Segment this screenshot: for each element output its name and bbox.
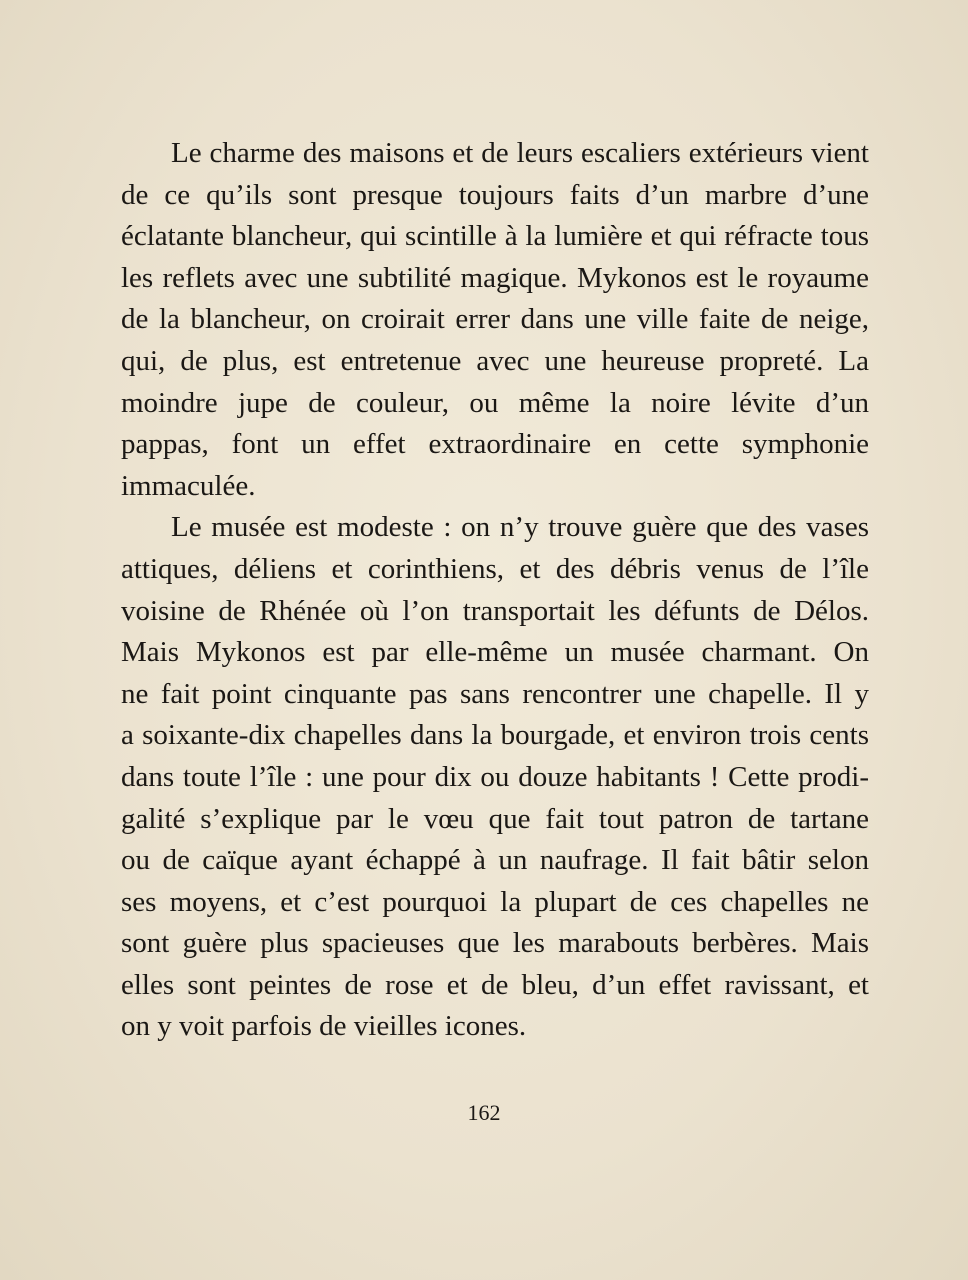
text-line: ne fait point cinquante pas sans rencontrer une chapelle. Il y xyxy=(121,677,869,710)
text-line: de la blancheur, on croirait errer dans une ville faite de neige, xyxy=(121,303,869,336)
text-line: dans toute l’île : une pour dix ou douze habitants ! Cette prodi- xyxy=(121,760,869,793)
text-line: qui, de plus, est entretenue avec une heureuse propreté. La xyxy=(121,344,869,377)
paragraph-2 xyxy=(121,507,869,1048)
text-line: a soixante-dix chapelles dans la bourgade, et environ trois cents xyxy=(121,719,869,752)
text-line: immaculée. xyxy=(121,469,256,502)
text-line: de ce qu’ils sont presque toujours faits d’un marbre d’une xyxy=(121,178,869,211)
text-line: moindre jupe de couleur, ou même la noire lévite d’un xyxy=(121,386,869,419)
text-line: galité s’explique par le vœu que fait tout patron de tartane xyxy=(121,802,869,835)
text-line: les reflets avec une subtilité magique. Mykonos est le royaume xyxy=(121,261,869,294)
text-line: elles sont peintes de rose et de bleu, d’un effet ravissant, et xyxy=(121,968,869,1001)
body-text xyxy=(121,133,869,1048)
text-line: sont guère plus spacieuses que les marabouts berbères. Mais xyxy=(121,927,869,960)
text-line: pappas, font un effet extraordinaire en cette symphonie xyxy=(121,428,869,461)
text-line: Le musée est modeste : on n’y trouve guère que des vases xyxy=(171,511,869,544)
text-line: ses moyens, et c’est pourquoi la plupart de ces chapelles ne xyxy=(121,885,869,918)
text-line: ou de caïque ayant échappé à un naufrage. Il fait bâtir selon xyxy=(121,844,869,877)
text-line: attiques, déliens et corinthiens, et des débris venus de l’île xyxy=(121,552,869,585)
paragraph-1 xyxy=(121,133,869,507)
page-number: 162 xyxy=(467,1100,501,1125)
text-line: voisine de Rhénée où l’on transportait les défunts de Délos. xyxy=(121,594,869,627)
text-line: Mais Mykonos est par elle-même un musée charmant. On xyxy=(121,636,869,669)
text-line: Le charme des maisons et de leurs escaliers extérieurs vient xyxy=(171,137,869,169)
text-line: on y voit parfois de vieilles icones. xyxy=(121,1010,527,1043)
text-line: éclatante blancheur, qui scintille à la lumière et qui réfracte tous xyxy=(121,220,869,253)
